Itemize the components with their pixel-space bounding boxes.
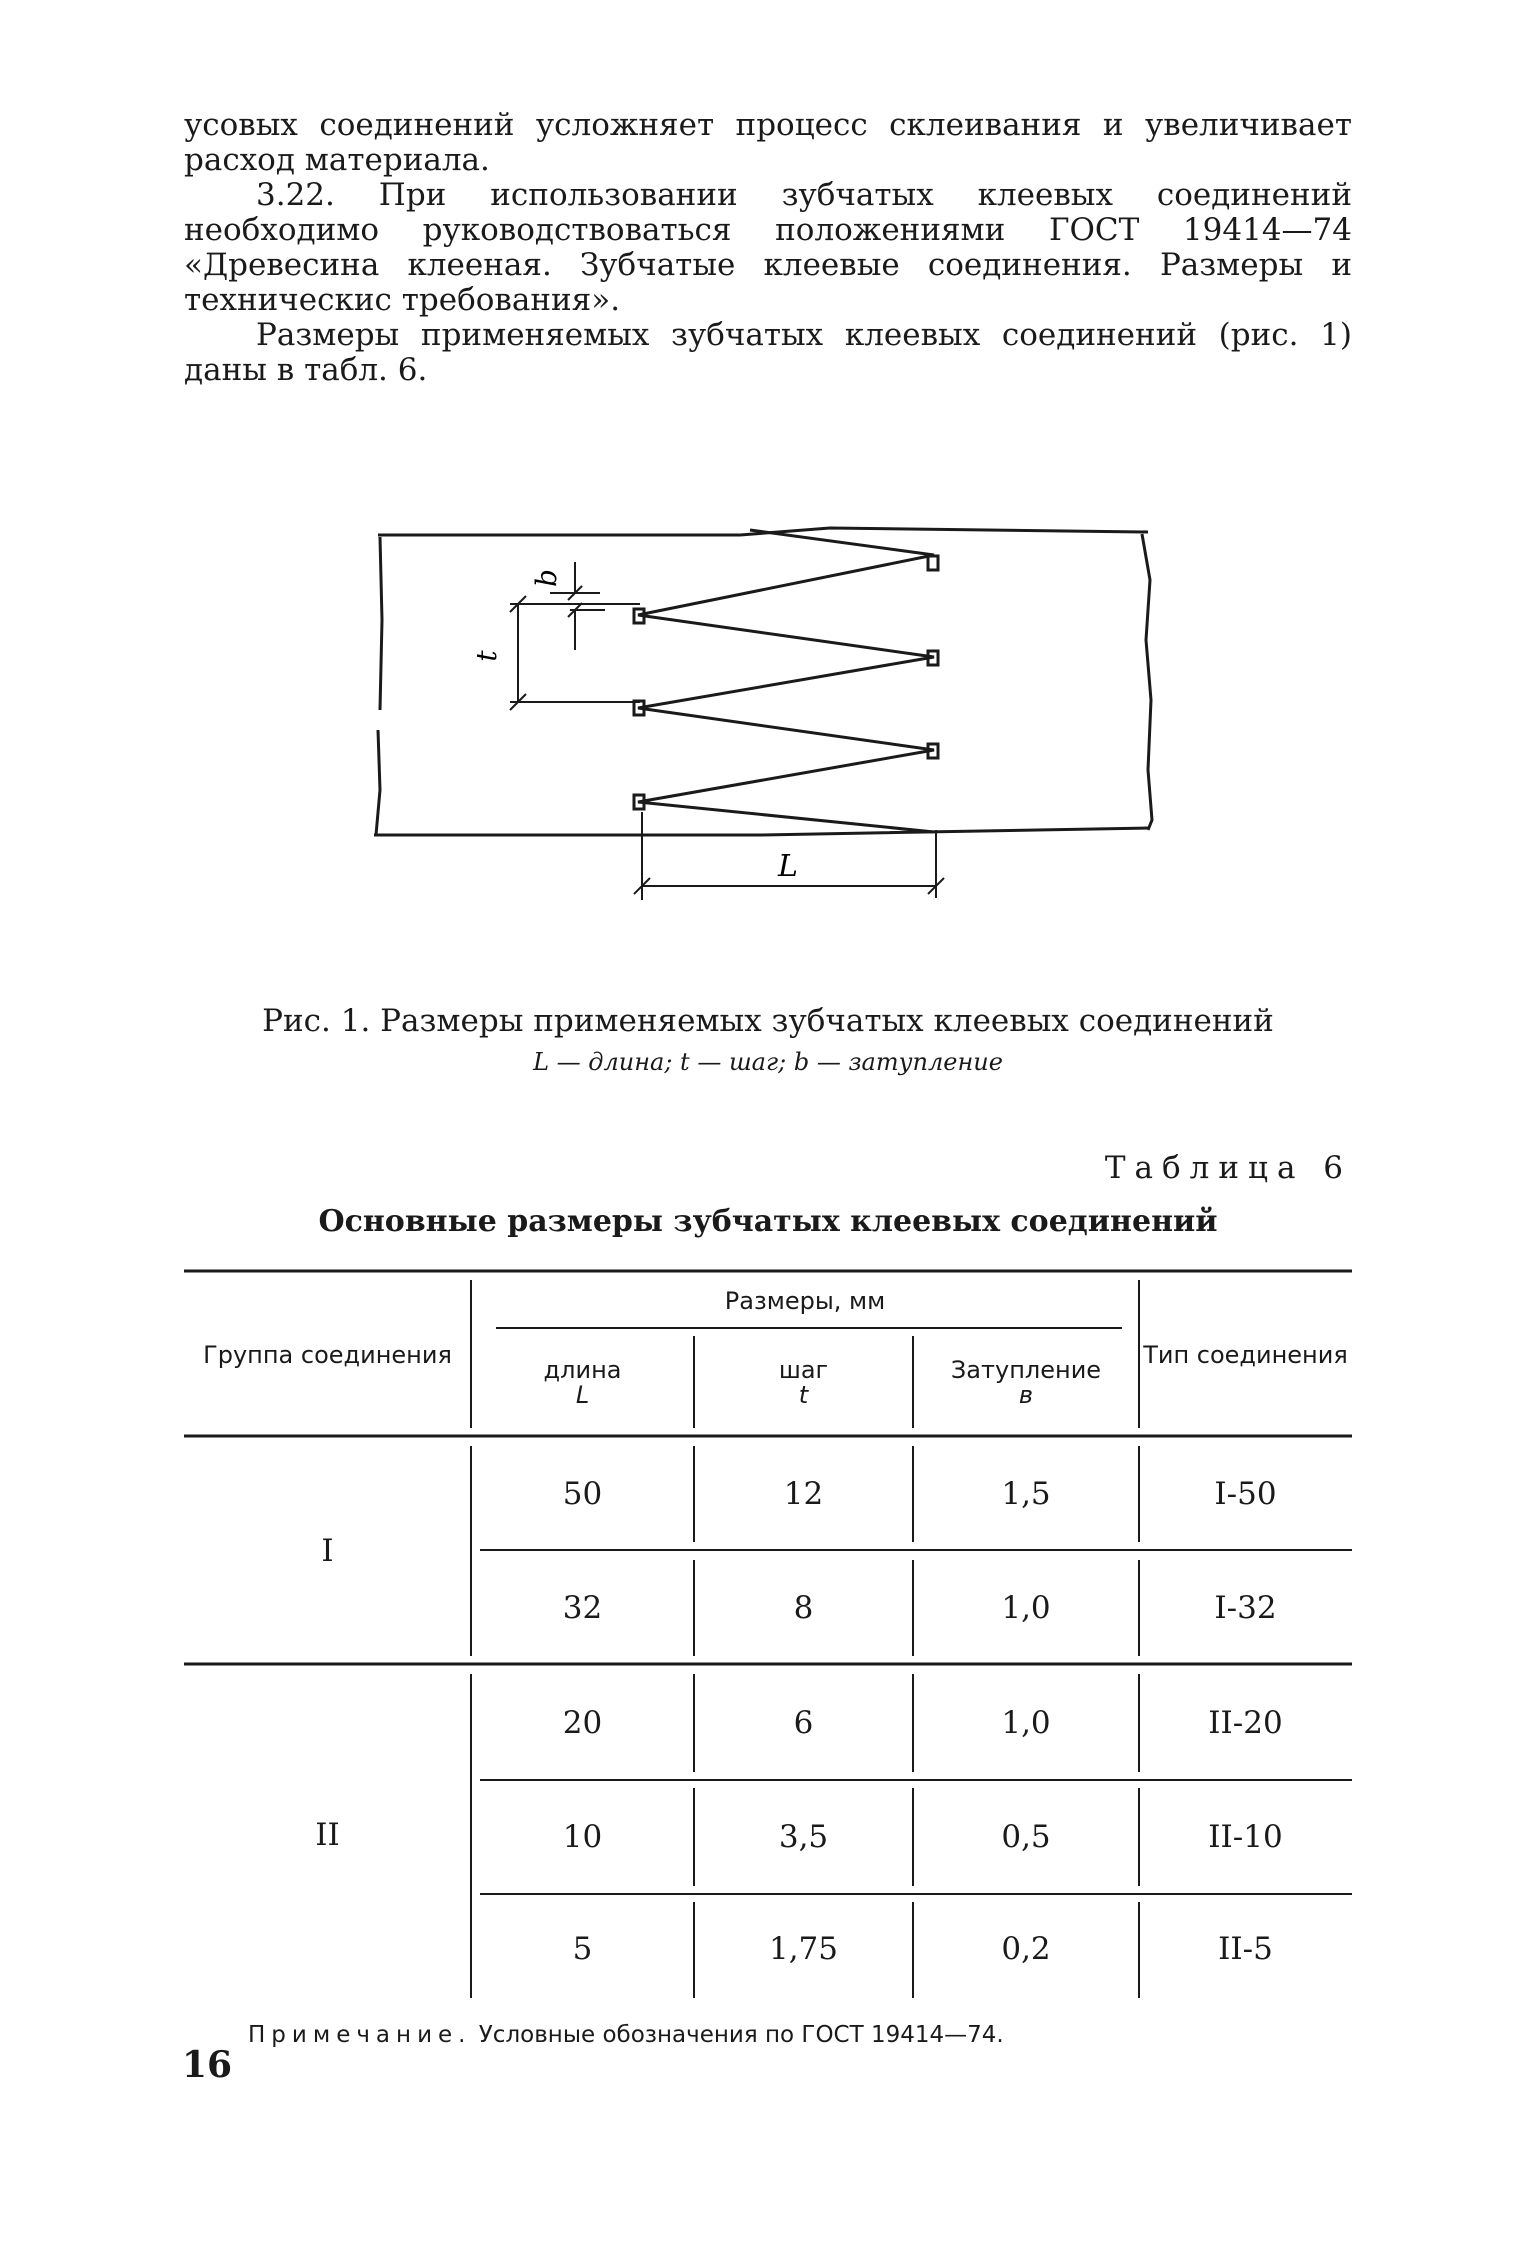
table-label: Таблица 6 [1104,1150,1352,1186]
paragraph-table-reference: Размеры применяемых зубчатых клеевых соединений (рис. 1) даны в табл. 6. [184,317,1352,388]
cell-step: 8 [793,1589,814,1626]
cell-type: II-20 [1208,1704,1283,1741]
cell-length: 20 [562,1704,603,1741]
header-bluntness-label: Затупление [950,1355,1102,1384]
cell-type: II-10 [1208,1818,1283,1855]
cell-step: 1,75 [768,1930,839,1967]
finger-joint-figure [360,520,1180,920]
cell-step: 6 [793,1704,814,1741]
header-type: Тип соединения [1143,1340,1348,1369]
cell-length: 5 [572,1930,593,1967]
header-length [471,1334,694,1432]
cell-length: 50 [562,1475,603,1512]
cell-bluntness: 1,5 [1001,1475,1051,1512]
note-label: Примечание. [248,2022,472,2048]
cell-step: 3,5 [778,1818,829,1855]
cell-length: 10 [562,1818,603,1855]
header-step [694,1334,913,1432]
table-note [248,2022,1004,2048]
group-cell-II: II [315,1817,340,1854]
label-L: L [778,849,798,884]
note-text: Условные обозначения по ГОСТ 19414—74. [471,2022,1004,2048]
header-length-symbol: L [575,1381,590,1409]
paragraph-continuation: усовых соединений усложняет процесс склеивания и увеличивает расход материала. [184,107,1352,178]
dimensions-table [184,1268,1352,2003]
cell-bluntness: 0,5 [1001,1818,1051,1855]
header-step-label: шаг [778,1355,829,1384]
paragraph-3-22: 3.22. При использовании зубчатых клеевых соединений необходимо руководствоваться положениями ГОСТ 19414—74 «Древесина клееная. Зубчатые клеевые соединения. Размеры и техническис требования». [184,177,1352,318]
cell-bluntness: 1,0 [1001,1589,1051,1626]
label-t: t [470,650,503,662]
cell-type: I-32 [1214,1589,1277,1626]
cell-length: 32 [562,1589,603,1626]
cell-bluntness: 0,2 [1001,1930,1051,1967]
label-b: b [530,569,563,587]
group-cell-I: I [321,1532,334,1569]
figure-caption: Рис. 1. Размеры применяемых зубчатых клеевых соединений [262,1003,1274,1039]
cell-type: II-5 [1218,1930,1273,1967]
finger-joint-drawing [360,520,1180,920]
header-group: Группа соединения [203,1340,452,1369]
page-number: 16 [182,2044,233,2086]
cell-step: 12 [783,1475,824,1512]
header-bluntness [913,1334,1139,1432]
header-sizes: Размеры, мм [724,1287,886,1316]
table-title: Основные размеры зубчатых клеевых соединений [318,1204,1218,1239]
cell-bluntness: 1,0 [1001,1704,1051,1741]
header-bluntness-symbol: в [1018,1381,1034,1409]
header-step-symbol: t [798,1381,809,1409]
cell-type: I-50 [1214,1475,1277,1512]
figure-legend: L — длина; t — шаг; b — затупление [533,1048,1003,1076]
header-length-label: длина [543,1355,622,1384]
